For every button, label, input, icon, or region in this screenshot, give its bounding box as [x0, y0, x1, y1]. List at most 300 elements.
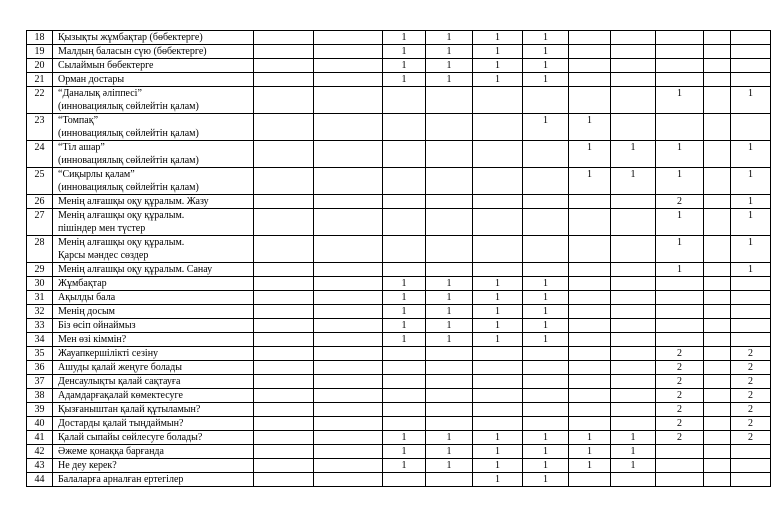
value-cell [314, 263, 383, 277]
value-cell: 1 [473, 45, 523, 59]
title-cell [53, 305, 254, 319]
value-cell: 1 [473, 59, 523, 73]
value-cell [523, 263, 569, 277]
value-cell: 1 [473, 277, 523, 291]
title-cell [53, 59, 254, 73]
value-cell: 1 [523, 473, 569, 487]
title-cell [53, 361, 254, 375]
value-cell [731, 445, 771, 459]
value-cell [254, 168, 314, 195]
value-cell [704, 389, 731, 403]
value-cell [656, 291, 704, 305]
title-cell [53, 236, 254, 263]
value-cell: 1 [426, 45, 473, 59]
title-line: “Сиқырлы қалам” [58, 169, 135, 180]
row-number: 21 [27, 73, 53, 87]
table-row [27, 305, 771, 319]
value-cell: 1 [523, 431, 569, 445]
row-number: 40 [27, 417, 53, 431]
value-cell [314, 114, 383, 141]
value-cell: 1 [656, 87, 704, 114]
value-cell [611, 45, 656, 59]
title-line: Балаларға арналған ертегілер [58, 474, 184, 485]
title-line: Адамдарғақалай көмектесуге [58, 390, 183, 401]
value-cell [656, 459, 704, 473]
table-row [27, 403, 771, 417]
value-cell: 1 [731, 87, 771, 114]
value-cell [656, 73, 704, 87]
value-cell: 2 [656, 431, 704, 445]
value-cell [656, 31, 704, 45]
table-row [27, 209, 771, 236]
value-cell [523, 87, 569, 114]
value-cell [254, 319, 314, 333]
value-cell [254, 263, 314, 277]
row-number: 29 [27, 263, 53, 277]
row-number: 33 [27, 319, 53, 333]
value-cell: 1 [523, 305, 569, 319]
title-line: Жауапкершілікті сезіну [58, 348, 159, 359]
value-cell: 2 [656, 389, 704, 403]
value-cell [704, 305, 731, 319]
value-cell [314, 87, 383, 114]
title-cell [53, 417, 254, 431]
value-cell [314, 319, 383, 333]
value-cell [254, 209, 314, 236]
value-cell [611, 277, 656, 291]
value-cell [569, 333, 611, 347]
value-cell: 1 [473, 445, 523, 459]
table-row [27, 319, 771, 333]
title-line: Орман достары [58, 74, 125, 85]
title-cell [53, 141, 254, 168]
value-cell [704, 168, 731, 195]
row-number: 36 [27, 361, 53, 375]
value-cell: 1 [569, 459, 611, 473]
value-cell [731, 291, 771, 305]
row-number: 20 [27, 59, 53, 73]
value-cell: 1 [383, 431, 426, 445]
title-line: (инновациялық сөйлейтін қалам) [58, 155, 199, 166]
value-cell [426, 87, 473, 114]
value-cell [254, 473, 314, 487]
value-cell: 2 [656, 195, 704, 209]
value-cell [426, 263, 473, 277]
value-cell: 1 [473, 473, 523, 487]
value-cell [523, 195, 569, 209]
row-number: 39 [27, 403, 53, 417]
value-cell [704, 73, 731, 87]
row-number: 22 [27, 87, 53, 114]
value-cell: 1 [731, 195, 771, 209]
title-line: Жұмбақтар [58, 278, 107, 289]
value-cell [314, 59, 383, 73]
value-cell: 2 [656, 347, 704, 361]
value-cell: 2 [731, 361, 771, 375]
value-cell [426, 209, 473, 236]
value-cell: 1 [473, 291, 523, 305]
value-cell [314, 31, 383, 45]
value-cell [314, 195, 383, 209]
value-cell [656, 114, 704, 141]
value-cell [314, 431, 383, 445]
value-cell: 1 [426, 31, 473, 45]
value-cell: 2 [731, 403, 771, 417]
value-cell [254, 459, 314, 473]
value-cell: 1 [383, 459, 426, 473]
value-cell: 1 [523, 31, 569, 45]
value-cell [254, 375, 314, 389]
row-number: 43 [27, 459, 53, 473]
value-cell [383, 114, 426, 141]
title-cell [53, 319, 254, 333]
value-cell [523, 168, 569, 195]
title-line: (инновациялық сөйлейтін қалам) [58, 128, 199, 139]
value-cell [704, 403, 731, 417]
value-cell [611, 347, 656, 361]
value-cell [704, 333, 731, 347]
row-number: 24 [27, 141, 53, 168]
row-number: 35 [27, 347, 53, 361]
value-cell [254, 347, 314, 361]
value-cell: 2 [656, 361, 704, 375]
value-cell [314, 417, 383, 431]
value-cell [383, 141, 426, 168]
value-cell: 1 [473, 333, 523, 347]
value-cell [731, 73, 771, 87]
value-cell [731, 59, 771, 73]
value-cell: 1 [611, 168, 656, 195]
value-cell [569, 305, 611, 319]
value-cell: 1 [656, 168, 704, 195]
value-cell: 1 [611, 445, 656, 459]
value-cell [254, 389, 314, 403]
value-cell [569, 263, 611, 277]
value-cell: 1 [473, 459, 523, 473]
title-line: Менің алғашқы оқу құралым. [58, 237, 185, 248]
value-cell: 1 [473, 31, 523, 45]
value-cell [704, 263, 731, 277]
value-cell: 1 [426, 319, 473, 333]
value-cell [426, 403, 473, 417]
value-cell [383, 403, 426, 417]
table-row [27, 473, 771, 487]
value-cell [611, 236, 656, 263]
value-cell [731, 31, 771, 45]
value-cell [523, 236, 569, 263]
value-cell [569, 31, 611, 45]
value-cell: 1 [523, 277, 569, 291]
value-cell [569, 45, 611, 59]
row-number: 31 [27, 291, 53, 305]
value-cell [473, 168, 523, 195]
value-cell [611, 375, 656, 389]
title-line: “Томпақ” [58, 115, 99, 126]
value-cell: 1 [523, 73, 569, 87]
value-cell: 1 [426, 445, 473, 459]
value-cell [314, 459, 383, 473]
value-cell [314, 141, 383, 168]
value-cell [523, 361, 569, 375]
value-cell: 1 [383, 45, 426, 59]
title-cell [53, 168, 254, 195]
value-cell: 2 [731, 431, 771, 445]
value-cell: 1 [383, 333, 426, 347]
row-number: 25 [27, 168, 53, 195]
row-number: 19 [27, 45, 53, 59]
value-cell [611, 114, 656, 141]
value-cell [426, 417, 473, 431]
row-number: 18 [27, 31, 53, 45]
value-cell [656, 45, 704, 59]
value-cell [704, 459, 731, 473]
title-cell [53, 333, 254, 347]
title-cell [53, 263, 254, 277]
value-cell: 1 [569, 445, 611, 459]
value-cell: 1 [383, 291, 426, 305]
value-cell [704, 375, 731, 389]
value-cell [569, 361, 611, 375]
value-cell [656, 333, 704, 347]
value-cell [426, 375, 473, 389]
value-cell [314, 168, 383, 195]
value-cell: 2 [656, 375, 704, 389]
value-cell [383, 195, 426, 209]
value-cell: 1 [569, 141, 611, 168]
title-cell [53, 459, 254, 473]
title-line: пішіндер мен түстер [58, 223, 146, 234]
value-cell [254, 333, 314, 347]
value-cell [731, 319, 771, 333]
value-cell: 1 [656, 263, 704, 277]
value-cell [254, 31, 314, 45]
title-line: “Даналық әліппесі” [58, 88, 142, 99]
value-cell [569, 209, 611, 236]
value-cell [569, 375, 611, 389]
value-cell [731, 114, 771, 141]
table-row [27, 73, 771, 87]
value-cell [473, 347, 523, 361]
value-cell [523, 347, 569, 361]
value-cell: 2 [731, 347, 771, 361]
value-cell [656, 277, 704, 291]
value-cell: 1 [383, 445, 426, 459]
value-cell [473, 263, 523, 277]
value-cell [426, 389, 473, 403]
value-cell [611, 73, 656, 87]
value-cell [254, 114, 314, 141]
title-line: Қалай сыпайы сөйлесуге болады? [58, 432, 203, 443]
value-cell [611, 31, 656, 45]
value-cell: 1 [523, 114, 569, 141]
table-row [27, 59, 771, 73]
value-cell [611, 473, 656, 487]
title-cell [53, 445, 254, 459]
value-cell [611, 195, 656, 209]
value-cell [473, 195, 523, 209]
title-cell [53, 114, 254, 141]
value-cell [473, 87, 523, 114]
table-row [27, 87, 771, 114]
table-row [27, 45, 771, 59]
value-cell [569, 347, 611, 361]
value-cell [731, 473, 771, 487]
row-number: 30 [27, 277, 53, 291]
value-cell [473, 361, 523, 375]
value-cell [314, 291, 383, 305]
title-cell [53, 209, 254, 236]
value-cell: 1 [523, 59, 569, 73]
value-cell [704, 445, 731, 459]
value-cell [383, 209, 426, 236]
title-line: Қызықты жұмбақтар (бөбектерге) [58, 32, 203, 43]
value-cell: 1 [523, 45, 569, 59]
value-cell [426, 141, 473, 168]
table-row [27, 431, 771, 445]
row-number: 26 [27, 195, 53, 209]
value-cell [523, 389, 569, 403]
value-cell [314, 73, 383, 87]
title-line: (инновациялық сөйлейтін қалам) [58, 182, 199, 193]
value-cell: 1 [473, 431, 523, 445]
title-line: Ақылды бала [58, 292, 116, 303]
table-row [27, 168, 771, 195]
value-cell: 1 [656, 141, 704, 168]
value-cell [254, 417, 314, 431]
table-row [27, 141, 771, 168]
title-line: Менің досым [58, 306, 116, 317]
title-cell [53, 195, 254, 209]
value-cell: 1 [383, 59, 426, 73]
row-number: 44 [27, 473, 53, 487]
value-cell [611, 417, 656, 431]
value-cell [383, 473, 426, 487]
value-cell: 1 [731, 236, 771, 263]
value-cell [704, 277, 731, 291]
table-row [27, 277, 771, 291]
value-cell: 1 [426, 291, 473, 305]
value-cell [611, 209, 656, 236]
value-cell [314, 445, 383, 459]
value-cell [426, 114, 473, 141]
value-cell [656, 473, 704, 487]
value-cell [569, 277, 611, 291]
value-cell [383, 389, 426, 403]
value-cell [523, 417, 569, 431]
value-cell [426, 473, 473, 487]
title-line: Қарсы мәндес сөздер [58, 250, 149, 261]
value-cell [569, 195, 611, 209]
value-cell: 1 [731, 141, 771, 168]
value-cell [383, 168, 426, 195]
title-cell [53, 277, 254, 291]
value-cell: 1 [426, 333, 473, 347]
value-cell: 1 [523, 333, 569, 347]
value-cell: 1 [426, 305, 473, 319]
value-cell [731, 305, 771, 319]
value-cell: 1 [383, 31, 426, 45]
table-row [27, 31, 771, 45]
value-cell [704, 141, 731, 168]
title-line: Достарды қалай тыңдаймын? [58, 418, 184, 429]
value-cell [314, 375, 383, 389]
value-cell: 2 [656, 403, 704, 417]
value-cell: 1 [383, 319, 426, 333]
table-row [27, 195, 771, 209]
title-cell [53, 473, 254, 487]
value-cell [383, 361, 426, 375]
value-cell: 1 [426, 459, 473, 473]
value-cell [314, 347, 383, 361]
title-line: Не деу керек? [58, 460, 117, 471]
value-cell [569, 319, 611, 333]
row-number: 34 [27, 333, 53, 347]
value-cell [704, 209, 731, 236]
table-row [27, 375, 771, 389]
title-cell [53, 431, 254, 445]
value-cell: 1 [383, 277, 426, 291]
value-cell [704, 347, 731, 361]
title-cell [53, 87, 254, 114]
title-cell [53, 375, 254, 389]
value-cell: 1 [426, 73, 473, 87]
value-cell [704, 361, 731, 375]
value-cell [383, 375, 426, 389]
value-cell [656, 305, 704, 319]
value-cell: 2 [731, 417, 771, 431]
value-cell: 1 [656, 209, 704, 236]
value-cell [426, 361, 473, 375]
value-cell [426, 236, 473, 263]
value-cell [426, 168, 473, 195]
table-row [27, 114, 771, 141]
value-cell: 1 [383, 73, 426, 87]
value-cell: 1 [523, 459, 569, 473]
table-row [27, 347, 771, 361]
value-cell [731, 459, 771, 473]
title-line: Әжеме қонаққа барғанда [58, 446, 164, 457]
value-cell: 2 [731, 375, 771, 389]
value-cell [426, 347, 473, 361]
value-cell [314, 403, 383, 417]
row-number: 28 [27, 236, 53, 263]
value-cell [731, 333, 771, 347]
value-cell [569, 73, 611, 87]
value-cell: 1 [426, 431, 473, 445]
value-cell [569, 291, 611, 305]
value-cell [254, 59, 314, 73]
value-cell [611, 263, 656, 277]
value-cell [611, 291, 656, 305]
value-cell [611, 319, 656, 333]
row-number: 41 [27, 431, 53, 445]
value-cell [704, 236, 731, 263]
value-cell [523, 403, 569, 417]
value-cell [569, 417, 611, 431]
title-line: Ашуды қалай жеңуге болады [58, 362, 182, 373]
title-line: Малдың баласын сүю (бөбектерге) [58, 46, 207, 57]
row-number: 23 [27, 114, 53, 141]
value-cell [314, 361, 383, 375]
value-cell [704, 114, 731, 141]
value-cell [704, 431, 731, 445]
table-row [27, 417, 771, 431]
value-cell [314, 236, 383, 263]
value-cell [254, 445, 314, 459]
value-cell [473, 209, 523, 236]
title-line: (инновациялық сөйлейтін қалам) [58, 101, 199, 112]
value-cell [704, 45, 731, 59]
